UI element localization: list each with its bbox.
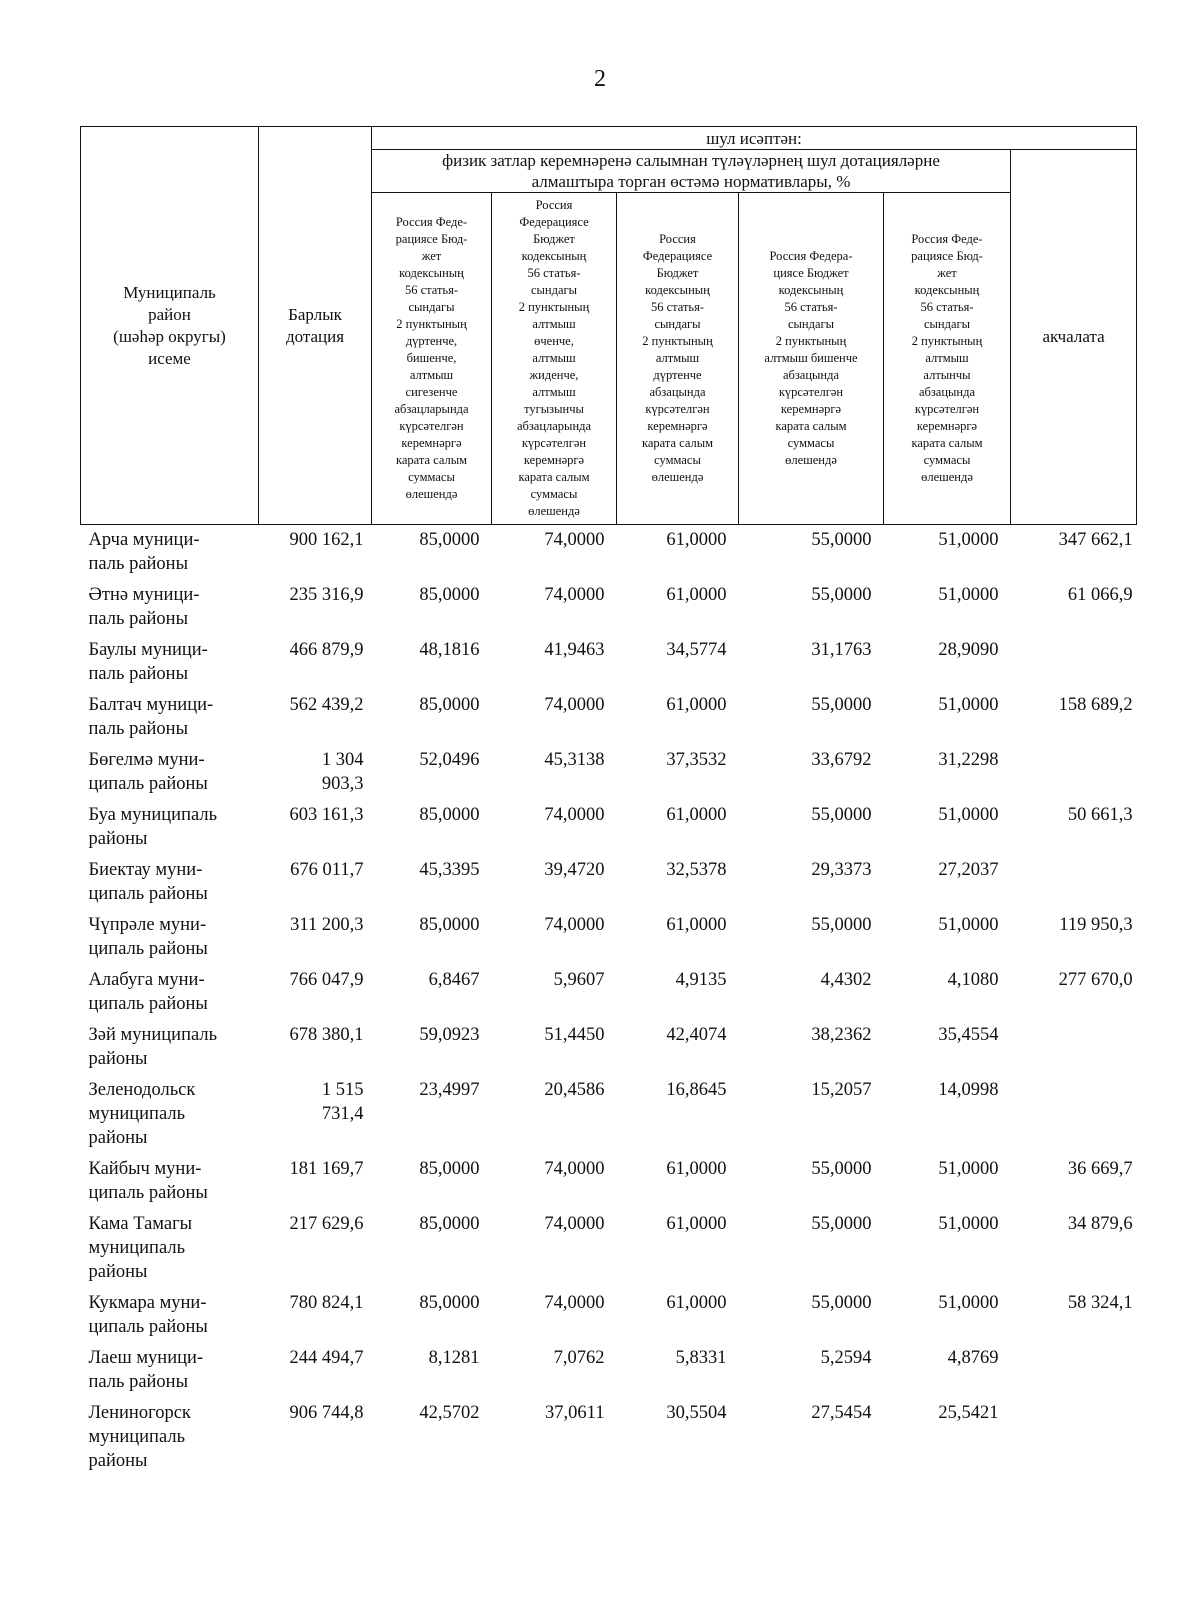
normative-5-value: 51,0000 — [938, 1293, 999, 1313]
normative-4-value: 55,0000 — [811, 1159, 872, 1179]
normative-3-value: 42,4074 — [666, 1025, 727, 1045]
normative-1-value: 42,5702 — [419, 1403, 480, 1423]
normative-3-value: 61,0000 — [666, 1214, 727, 1234]
table-row — [81, 580, 1137, 635]
normative-5-value: 51,0000 — [938, 1214, 999, 1234]
municipality-name: Лаеш муници- паль районы — [88, 1348, 204, 1392]
normative-4-value: 38,2362 — [811, 1025, 872, 1045]
subsidy-table — [80, 126, 1137, 1477]
normative-3-value: 32,5378 — [666, 860, 727, 880]
normative-3-value: 16,8645 — [666, 1080, 727, 1100]
total-subsidy: 1 515 731,4 — [321, 1080, 364, 1124]
normative-4-value: 27,5454 — [811, 1403, 872, 1423]
total-subsidy: 1 304 903,3 — [321, 750, 364, 794]
normative-1-value: 8,1281 — [428, 1348, 480, 1368]
normative-2-value: 74,0000 — [544, 805, 605, 825]
total-subsidy: 678 380,1 — [289, 1025, 364, 1045]
normative-2-value: 37,0611 — [545, 1403, 605, 1423]
normative-3-value: 61,0000 — [666, 1159, 727, 1179]
table-row — [81, 855, 1137, 910]
cash-value: 158 689,2 — [1058, 695, 1133, 715]
municipality-name: Алабуга муни- ципаль районы — [88, 970, 208, 1014]
normative-1-value: 85,0000 — [419, 695, 480, 715]
total-subsidy: 906 744,8 — [289, 1403, 364, 1423]
normative-1-value: 85,0000 — [419, 1214, 480, 1234]
cash-value — [1011, 635, 1137, 690]
table-header — [81, 127, 1137, 525]
cash-value: 58 324,1 — [1067, 1293, 1133, 1313]
normative-5-value: 27,2037 — [938, 860, 999, 880]
table-row — [81, 910, 1137, 965]
normative-1-value: 45,3395 — [419, 860, 480, 880]
normative-2-value: 39,4720 — [544, 860, 605, 880]
normative-1-value: 85,0000 — [419, 530, 480, 550]
normative-4-value: 4,4302 — [820, 970, 872, 990]
table-row — [81, 1343, 1137, 1398]
cash-value: 119 950,3 — [1059, 915, 1133, 935]
table-row — [81, 800, 1137, 855]
municipality-name: Чүпрәле муни- ципаль районы — [88, 915, 208, 959]
header-normative-4: Россия Федера- циясе Бюджет кодексының 56 статья- сындагы 2 пунктының алтмыш бишенче абзацында күрсәтелгән керемнәргә карата салым суммасы өлешендә — [739, 193, 884, 525]
normative-1-value: 48,1816 — [419, 640, 480, 660]
header-normative-5: Россия Феде- рациясе Бюд- жет кодексының 56 статья- сындагы 2 пунктының алтмыш алтынчы абзацында күрсәтелгән керемнәргә карата салым суммасы өлешендә — [884, 193, 1011, 525]
header-including: шул исәптән: — [372, 127, 1137, 150]
normative-5-value: 51,0000 — [938, 530, 999, 550]
normative-1-value: 59,0923 — [419, 1025, 480, 1045]
normative-1-value: 52,0496 — [419, 750, 480, 770]
normative-1-value: 85,0000 — [419, 915, 480, 935]
normative-5-value: 4,8769 — [947, 1348, 999, 1368]
header-cash: акчалата — [1011, 150, 1137, 525]
normative-2-value: 41,9463 — [544, 640, 605, 660]
normative-2-value: 74,0000 — [544, 915, 605, 935]
normative-2-value: 74,0000 — [544, 530, 605, 550]
cash-value: 61 066,9 — [1067, 585, 1133, 605]
normative-4-value: 55,0000 — [811, 530, 872, 550]
cash-value — [1011, 1398, 1137, 1477]
cash-value: 347 662,1 — [1058, 530, 1133, 550]
normative-1-value: 85,0000 — [419, 805, 480, 825]
normative-5-value: 51,0000 — [938, 1159, 999, 1179]
normative-2-value: 74,0000 — [544, 1159, 605, 1179]
normative-1-value: 6,8467 — [428, 970, 480, 990]
total-subsidy: 181 169,7 — [289, 1159, 364, 1179]
normative-4-value: 55,0000 — [811, 1214, 872, 1234]
normative-2-value: 74,0000 — [544, 695, 605, 715]
normative-5-value: 31,2298 — [938, 750, 999, 770]
normative-1-value: 23,4997 — [419, 1080, 480, 1100]
normative-3-value: 37,3532 — [666, 750, 727, 770]
municipality-name: Лениногорск муниципаль районы — [88, 1403, 191, 1471]
municipality-name: Әтнә муници- паль районы — [88, 585, 200, 629]
total-subsidy: 466 879,9 — [289, 640, 364, 660]
normative-5-value: 4,1080 — [947, 970, 999, 990]
cash-value — [1011, 745, 1137, 800]
normative-4-value: 55,0000 — [811, 585, 872, 605]
municipality-name: Баулы муници- паль районы — [88, 640, 208, 684]
normative-3-value: 4,9135 — [675, 970, 727, 990]
header-normatives: физик затлар керемнәренә салымнан түләүләрнең шул дотацияләрне алмаштыра торган өстәмә нормативлары, % — [372, 150, 1011, 193]
normative-3-value: 30,5504 — [666, 1403, 727, 1423]
normative-3-value: 61,0000 — [666, 695, 727, 715]
total-subsidy: 311 200,3 — [290, 915, 364, 935]
normative-2-value: 45,3138 — [544, 750, 605, 770]
normative-3-value: 5,8331 — [675, 1348, 727, 1368]
municipality-name: Бөгелмә муни- ципаль районы — [88, 750, 208, 794]
normative-5-value: 28,9090 — [938, 640, 999, 660]
cash-value: 34 879,6 — [1067, 1214, 1133, 1234]
header-total-subsidy: Барлык дотация — [259, 127, 372, 525]
header-normative-2: Россия Федерациясе Бюджет кодексының 56 статья- сындагы 2 пунктының алтмыш өченче, алтмыш жиденче, алтмыш тугызынчы абзацларында күрсәтелгән керемнәргә карата салым суммасы өлешендә — [492, 193, 617, 525]
normative-5-value: 35,4554 — [938, 1025, 999, 1045]
total-subsidy: 235 316,9 — [289, 585, 364, 605]
table-row — [81, 525, 1137, 581]
municipality-name: Буа муниципаль районы — [88, 805, 218, 849]
header-normative-1: Россия Феде- рациясе Бюд- жет кодексының 56 статья- сындагы 2 пунктының дүртенче, бишенче, алтмыш сигезенче абзацларында күрсәтелгән керемнәргә карата салым суммасы өлешендә — [372, 193, 492, 525]
municipality-name: Кукмара муни- ципаль районы — [88, 1293, 208, 1337]
normative-2-value: 74,0000 — [544, 1214, 605, 1234]
total-subsidy: 217 629,6 — [289, 1214, 364, 1234]
municipality-name: Зәй муниципаль районы — [88, 1025, 218, 1069]
normative-5-value: 25,5421 — [938, 1403, 999, 1423]
normative-2-value: 20,4586 — [544, 1080, 605, 1100]
table-row — [81, 745, 1137, 800]
normative-1-value: 85,0000 — [419, 1293, 480, 1313]
normative-3-value: 61,0000 — [666, 1293, 727, 1313]
municipality-name: Арча муници- паль районы — [88, 530, 200, 574]
table-row — [81, 1154, 1137, 1209]
normative-2-value: 5,9607 — [553, 970, 605, 990]
table-row — [81, 635, 1137, 690]
normative-4-value: 29,3373 — [811, 860, 872, 880]
normative-5-value: 51,0000 — [938, 915, 999, 935]
table-row — [81, 1209, 1137, 1288]
normative-3-value: 61,0000 — [666, 915, 727, 935]
header-municipality-name: Муниципаль район (шәһәр округы) исеме — [81, 127, 259, 525]
municipality-name: Биектау муни- ципаль районы — [88, 860, 208, 904]
total-subsidy: 562 439,2 — [289, 695, 364, 715]
normative-4-value: 33,6792 — [811, 750, 872, 770]
municipality-name: Кайбыч муни- ципаль районы — [88, 1159, 208, 1203]
normative-4-value: 15,2057 — [811, 1080, 872, 1100]
total-subsidy: 780 824,1 — [289, 1293, 364, 1313]
normative-2-value: 51,4450 — [544, 1025, 605, 1045]
total-subsidy: 900 162,1 — [289, 530, 364, 550]
cash-value: 50 661,3 — [1067, 805, 1133, 825]
cash-value — [1011, 1075, 1137, 1154]
normative-4-value: 5,2594 — [820, 1348, 872, 1368]
normative-4-value: 55,0000 — [811, 1293, 872, 1313]
table-row — [81, 1288, 1137, 1343]
municipality-name: Кама Тамагы муниципаль районы — [88, 1214, 193, 1282]
normative-3-value: 61,0000 — [666, 585, 727, 605]
normative-5-value: 51,0000 — [938, 585, 999, 605]
normative-1-value: 85,0000 — [419, 585, 480, 605]
normative-3-value: 61,0000 — [666, 530, 727, 550]
cash-value: 277 670,0 — [1058, 970, 1133, 990]
normative-4-value: 55,0000 — [811, 915, 872, 935]
normative-5-value: 51,0000 — [938, 695, 999, 715]
normative-3-value: 61,0000 — [666, 805, 727, 825]
table-row — [81, 1020, 1137, 1075]
normative-4-value: 55,0000 — [811, 695, 872, 715]
table-row — [81, 690, 1137, 745]
total-subsidy: 603 161,3 — [289, 805, 364, 825]
table-row — [81, 1398, 1137, 1477]
normative-4-value: 55,0000 — [811, 805, 872, 825]
cash-value — [1011, 1343, 1137, 1398]
normative-2-value: 74,0000 — [544, 1293, 605, 1313]
table-row — [81, 1075, 1137, 1154]
normative-2-value: 7,0762 — [553, 1348, 605, 1368]
table-row — [81, 965, 1137, 1020]
municipality-name: Балтач муници- паль районы — [88, 695, 214, 739]
total-subsidy: 766 047,9 — [289, 970, 364, 990]
normative-4-value: 31,1763 — [811, 640, 872, 660]
header-normative-3: Россия Федерациясе Бюджет кодексының 56 статья- сындагы 2 пунктының алтмыш дүртенче абзацында күрсәтелгән керемнәргә карата салым суммасы өлешендә — [617, 193, 739, 525]
total-subsidy: 676 011,7 — [290, 860, 364, 880]
cash-value: 36 669,7 — [1067, 1159, 1133, 1179]
normative-2-value: 74,0000 — [544, 585, 605, 605]
page-number: 2 — [594, 66, 606, 92]
cash-value — [1011, 1020, 1137, 1075]
table-body — [81, 525, 1137, 1478]
total-subsidy: 244 494,7 — [289, 1348, 364, 1368]
municipality-name: Зеленодольск муниципаль районы — [88, 1080, 196, 1148]
cash-value — [1011, 855, 1137, 910]
normative-1-value: 85,0000 — [419, 1159, 480, 1179]
normative-5-value: 14,0998 — [938, 1080, 999, 1100]
normative-5-value: 51,0000 — [938, 805, 999, 825]
normative-3-value: 34,5774 — [666, 640, 727, 660]
